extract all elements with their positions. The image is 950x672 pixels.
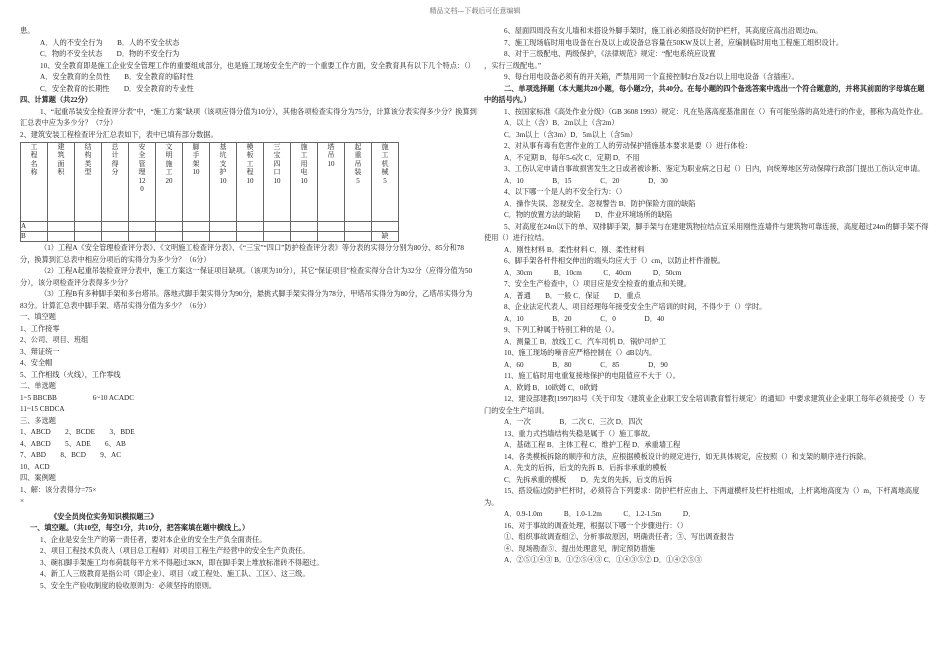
question-text: （2）工程A起重吊装检查评分表中，施工方案这一保证项目缺项。（该项为10分），其它“保证项目”检查实得分合计为32分（应得分值为50分），该分项检查评分表得多少分？ — [20, 267, 473, 287]
answer-line: 10、ACD — [20, 462, 50, 471]
option-line: A．人的不安全行为 B．人的不安全状态 — [40, 38, 180, 47]
table-cell — [291, 232, 318, 242]
table-header-cell: 建筑面积 — [48, 143, 75, 222]
table-header-cell: 工程名称 — [21, 143, 48, 222]
question-text: 16、对于事故的调查处理，根据以下哪一个步骤进行：（） — [504, 521, 688, 530]
question-text: 2、项目工程技术负责人（项目总工程师）对项目工程生产经营中的安全生产负责任。 — [40, 547, 310, 555]
table-header-cell: 塔吊10 — [318, 143, 345, 222]
question-text: 1、“起重吊装安全检查评分表”中，“施工方案”缺项（该项应得分值为10分），其他各项检查实得分为75分，计算该分表实得多少分？换算到汇总表中应为多少分？（7分） — [20, 107, 477, 127]
question-text: （1）工程A《安全管理检查评分表》、《文明施工检查评分表》、《“三宝”“四口”防护检查评分表》等分表的实得分分别为80分、85分和78分，换算到汇总表中相应分项后的实得分为多少分？（6分） — [20, 244, 465, 264]
question-text: 1、企业是安全生产的第一责任者，要对本企业的安全生产负全面责任。 — [40, 535, 267, 544]
question-text: 7、安全生产检查中，（）项目应是安全检查的重点和关键。 — [504, 280, 691, 288]
answer-line: × — [20, 497, 25, 505]
option-line: C．3m以上（含3m）D．5m以上（含5m） — [504, 130, 637, 139]
table-row — [21, 232, 399, 242]
text-line: 患。 — [20, 27, 35, 35]
table-cell — [156, 232, 183, 242]
option-line: A．不定期 B．每年5-6次 C．定期 D．不用 — [504, 153, 640, 162]
question-text: 8、企业法定代表人、项目经理每年接受安全生产培训的时间，不得少于（）学时。 — [504, 303, 767, 311]
section-heading: 二、单项选择题（本大题共20小题，每小题2分，共40分。在每小题的四个备选答案中选出一个符合题意的，并将其前面的字母填在题中的括号内。） — [484, 84, 925, 104]
answer-heading: 四、案例题 — [20, 474, 56, 482]
table-cell — [102, 222, 129, 232]
answer-heading: 一、填空题 — [20, 313, 56, 321]
question-text: 13、重力式挡墙结构失稳是属于（）施工事故。 — [504, 429, 655, 438]
score-summary-table — [20, 142, 399, 242]
question-text: 9、每台用电设备必须有的开关箱，严禁用同一个直接控制2台及2台以上用电设备（含插座）。 — [504, 73, 799, 81]
answer-line: 1、ABCD 2、BCDE 3、BDE — [20, 428, 135, 436]
table-cell — [264, 222, 291, 232]
answer-line: 1、解：该分表得分=75× — [20, 485, 97, 494]
table-row — [21, 222, 399, 232]
table-cell — [345, 232, 372, 242]
right-column — [484, 26, 930, 567]
option-line: ④、现场勘查⑤、提出处理意见，制定预防措施 — [504, 544, 655, 553]
option-line: C．先拆承重的模板 D．先支的先拆，后支的后拆 — [504, 475, 673, 484]
question-text: 2、对从事有毒有危害作业的工人的劳动保护措施基本要求是要（）进行体检： — [504, 142, 752, 150]
option-line: A．测量工 B．放线工 C．汽车司机 D．锅炉司炉工 — [504, 337, 666, 346]
option-line: A．刚性材料 B．柔性材料 C．刚、柔性材料 — [504, 245, 645, 254]
option-line: A．一次 B．二次 C．三次 D．四次 — [504, 418, 643, 426]
option-line: C．物的不安全状态 D．物的不安全行为 — [40, 50, 180, 58]
table-header-cell: 模板工程10 — [237, 143, 264, 222]
table-cell — [345, 222, 372, 232]
table-cell — [291, 222, 318, 232]
answer-line: 4、ABCD 5、ADE 6、AB — [20, 439, 126, 448]
question-text: 5、安全生产验收制度的验收原则为：必须坚持的原则。 — [40, 581, 217, 590]
option-line: A．②⑤①④③ B．①②⑤④③ C．①④③⑤② D．①④②⑤③ — [504, 556, 702, 564]
option-line: A．欧姆 B．10欧姆 C．0欧姆 — [504, 383, 598, 392]
question-text: 3、碗扣脚手架施工均布荷载每平方米不得超过3KN，即在脚手架上堆放标准砖不得超过。 — [40, 558, 324, 567]
answer-line: 3、辩证统一 — [20, 347, 60, 356]
option-line: A．10 B．20 C．0 D．40 — [504, 314, 665, 323]
option-line: A．10 B．15 C．20 D．30 — [504, 176, 668, 185]
option-line: A．基础工程 B．主体工程 C．维护工程 D．承重墙工程 — [504, 441, 681, 449]
table-cell: A — [21, 222, 48, 232]
table-cell — [156, 222, 183, 232]
table-cell — [75, 232, 102, 242]
table-header-cell: 起重吊装5 — [345, 143, 372, 222]
option-line: A．操作失误、忽视安全、忽视警告 B．防护保险方面的缺陷 — [504, 199, 696, 208]
table-header-cell: 基坑支护10 — [210, 143, 237, 222]
option-line: A．30cm B．10cm C．40cm D．50cm — [504, 268, 682, 277]
page-header: 精品文档---下载后可任意编辑 — [429, 7, 521, 15]
table-cell — [372, 222, 399, 232]
question-text: ，实行三级配电。” — [484, 61, 542, 70]
question-text: 15、搭设临边防护栏杆时，必须符合下列要求：防护栏杆应由上、下两道横杆及栏杆柱组成，上杆离地高度为（）m，下杆离地高度为。 — [484, 487, 920, 507]
table-cell — [48, 232, 75, 242]
table-cell: B — [21, 232, 48, 242]
answer-heading: 二、单选题 — [20, 382, 56, 390]
answer-line: 5、工作相线（火线），工作零线 — [20, 370, 121, 379]
table-header-cell: 三宝四口10 — [264, 143, 291, 222]
table-header-cell: 文明施工20 — [156, 143, 183, 222]
table-cell — [237, 232, 264, 242]
option-line: C．物的放置方法的缺陷 D．作业环境场所的缺陷 — [504, 211, 673, 219]
option-line: C．安全教育的长期性 D．安全教育的专业性 — [40, 84, 194, 93]
table-header-cell: 施工机械5 — [372, 143, 399, 222]
question-text: 14、各类模板拆除的顺序和方法，应根据模板设计的规定进行，如无具体规定，应按照（）和支架的顺序进行拆除。 — [504, 452, 871, 461]
answer-line: 2、公司、项目、班组 — [20, 336, 89, 344]
question-text: 6、脚手架各杆件相交伸出的端头均应大于（）cm，以防止杆件滑脱。 — [504, 257, 725, 265]
option-line: A．安全教育的全员性 B．安全教育的临时性 — [40, 73, 194, 81]
question-text: 11、施工临时用电重复接地保护的电阻值应不大于（）。 — [504, 372, 680, 380]
question-text: 8、对于三级配电、两级保护，《法律规范》规定：“配电系统应设置 — [504, 50, 716, 58]
table-cell — [318, 222, 345, 232]
table-cell: 缺 — [372, 232, 399, 242]
question-text: 10、安全教育即是施工企业安全管理工作的重要组成部分，也是施工现场安全生产的一个重要工作方面，安全教育具有以下几个特点：（） — [40, 61, 475, 70]
question-text: 4、新工人三级教育是指公司（即企业）、项目（或工程处、施工队、工区）、这三级。 — [40, 570, 310, 578]
answer-line: 11~15 CBDCA — [20, 405, 65, 413]
table-cell — [48, 222, 75, 232]
table-header-cell: 脚手架10 — [183, 143, 210, 222]
question-text: 6、屋面四周没有女儿墙和未搭设外脚手架时，施工前必须搭设好防护栏杆，其高度应高出沿周边m。 — [504, 27, 823, 35]
table-cell — [129, 222, 156, 232]
question-text: 12、建设部建教[1997]83号《关于印发〈建筑业企业职工安全培训教育暂行规定〉的通知》中要求建筑业企业职工每年必须接受（）专门的安全生产培训。 — [484, 395, 926, 415]
answer-line: 4、安全帽 — [20, 359, 53, 367]
table-header-cell: 施工用电10 — [291, 143, 318, 222]
section-heading: 一、填空题。（共10空，每空1分，共10分，把答案填在题中横线上。） — [30, 524, 250, 532]
table-cell — [183, 232, 210, 242]
question-text: 5、对高度在24m以下的单、双排脚手架，脚手架与在建建筑物拉结点宜采用刚性连墙件与建筑物可靠连接，高度超过24m的脚手架不得使用（）进行拉结。 — [484, 222, 929, 242]
option-line: A．0.9-1.0m B．1.0-1.2m C．1.2-1.5m D． — [504, 510, 696, 518]
table-cell — [210, 222, 237, 232]
answer-line: 1、工作接零 — [20, 324, 60, 333]
table-header-cell: 总计得分 — [102, 143, 129, 222]
answer-line: 7、ABD 8、BCD 9、AC — [20, 451, 122, 459]
answer-heading: 三、多选题 — [20, 416, 56, 425]
table-cell — [183, 222, 210, 232]
table-header-cell: 结构类型 — [75, 143, 102, 222]
table-header-cell: 安全管理120 — [129, 143, 156, 222]
question-text: 9、下列工种属于特别工种的是（）。 — [504, 326, 619, 334]
question-text: 4、以下哪一个是人的不安全行为：（） — [504, 188, 627, 196]
question-text: 10、施工现场的噪音应严格控制在（）dB以内。 — [504, 349, 657, 357]
exam-title: 《安全员岗位实务知识模拟题三》 — [50, 512, 158, 521]
option-line: A．普通 B．一般 C．保证 D．重点 — [504, 291, 641, 300]
table-cell — [264, 232, 291, 242]
option-line: A．60 B．80 C．85 D．90 — [504, 360, 668, 369]
option-line: A．先支的后拆，后支的先拆 B．后拆非承重的模板 — [504, 464, 667, 472]
table-cell — [237, 222, 264, 232]
question-text: 2、建筑安装工程检查评分汇总表如下，表中已填有部分数据。 — [20, 130, 218, 139]
table-cell — [102, 232, 129, 242]
question-text: 1、按国家标准《高处作业分级》（GB 3608 1993）规定：凡在坠落高度基准面在（）有可能坠落的高处进行的作业，都称为高处作业。 — [504, 107, 928, 116]
table-header-row — [21, 143, 399, 222]
option-line: A．以上（含）B．2m以上（含2m） — [504, 119, 619, 127]
question-text: 3、工伤认定申请自事故损害发生之日或者被诊断、鉴定为职业病之日起（）日内，向统筹地区劳动保障行政部门提出工伤认定申请。 — [504, 165, 925, 173]
answer-line: 1~5 BBCBB 6~10 ACADC — [20, 393, 135, 402]
section-heading: 四、计算题（共22分） — [20, 96, 92, 104]
option-line: ①、组织事故调查组②、分析事故原因，明确责任者；③、写出调查报告 — [504, 533, 735, 541]
left-column — [20, 26, 478, 592]
question-text: 7、施工现场临时用电设备在台及以上或设备总容量在50KW及以上者，应编制临时用电工程施工组织设计。 — [504, 38, 844, 47]
table-cell — [75, 222, 102, 232]
table-cell — [129, 232, 156, 242]
question-text: （3）工程B有多种脚手架和多台塔吊。落地式脚手架实得分为90分，悬挑式脚手架实得分为78分，甲塔吊实得分为80分，乙塔吊实得分为83分。计算汇总表中脚手架、塔吊实得分值为多少？（6分） — [20, 290, 473, 310]
table-cell — [210, 232, 237, 242]
table-cell — [318, 232, 345, 242]
